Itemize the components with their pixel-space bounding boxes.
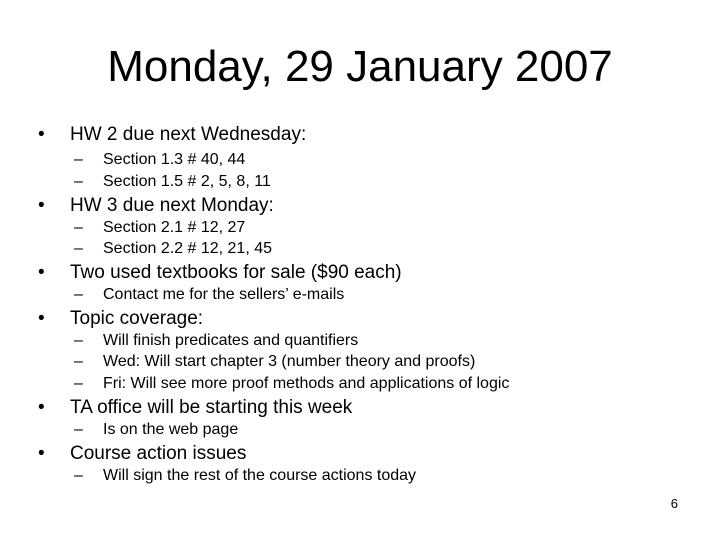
slide-number: 6 — [670, 496, 678, 511]
bullet-glyph: • — [38, 397, 45, 418]
bullet-item — [38, 124, 306, 146]
sub-glyph: – — [74, 219, 83, 236]
bullet-text: HW 2 due next Wednesday: — [70, 124, 307, 145]
bullet-text: Two used textbooks for sale ($90 each) — [70, 262, 402, 283]
sub-item — [74, 218, 245, 238]
sub-glyph: – — [74, 240, 83, 257]
sub-item — [74, 150, 245, 170]
sub-text: Wed: Will start chapter 3 (number theory and proofs) — [103, 353, 476, 370]
bullet-text: TA office will be starting this week — [70, 397, 353, 418]
sub-text: Section 2.1 # 12, 27 — [103, 219, 246, 236]
sub-glyph: – — [74, 286, 83, 303]
bullet-item — [38, 443, 246, 465]
bullet-glyph: • — [38, 124, 45, 145]
bullet-item — [38, 308, 203, 330]
sub-glyph: – — [74, 421, 83, 438]
sub-text: Will sign the rest of the course actions today — [103, 467, 417, 484]
sub-text: Contact me for the sellers’ e-mails — [103, 286, 345, 303]
bullet-glyph: • — [38, 443, 45, 464]
sub-text: Section 1.5 # 2, 5, 8, 11 — [103, 173, 271, 190]
sub-glyph: – — [74, 467, 83, 484]
bullet-item — [38, 397, 352, 419]
sub-glyph: – — [74, 173, 83, 190]
sub-glyph: – — [74, 332, 83, 349]
sub-glyph: – — [74, 151, 83, 168]
sub-item — [74, 374, 509, 394]
bullet-glyph: • — [38, 308, 45, 329]
sub-item — [74, 420, 238, 440]
sub-text: Section 2.2 # 12, 21, 45 — [103, 240, 273, 257]
sub-text: Fri: Will see more proof methods and applications of logic — [103, 375, 510, 392]
sub-text: Will finish predicates and quantifiers — [103, 332, 359, 349]
sub-item — [74, 172, 271, 192]
sub-text: Section 1.3 # 40, 44 — [103, 151, 246, 168]
bullet-text: Topic coverage: — [70, 308, 204, 329]
bullet-glyph: • — [38, 262, 45, 283]
sub-item — [74, 352, 475, 372]
slide-title: Monday, 29 January 2007 — [107, 42, 613, 91]
sub-text: Is on the web page — [103, 421, 239, 438]
sub-item — [74, 466, 416, 486]
bullet-text: HW 3 due next Monday: — [70, 195, 274, 216]
sub-item — [74, 285, 344, 305]
bullet-item — [38, 195, 274, 217]
sub-glyph: – — [74, 353, 83, 370]
bullet-glyph: • — [38, 195, 45, 216]
sub-item — [74, 239, 272, 259]
bullet-text: Course action issues — [70, 443, 247, 464]
bullet-item — [38, 262, 402, 284]
sub-item — [74, 331, 358, 351]
sub-glyph: – — [74, 375, 83, 392]
